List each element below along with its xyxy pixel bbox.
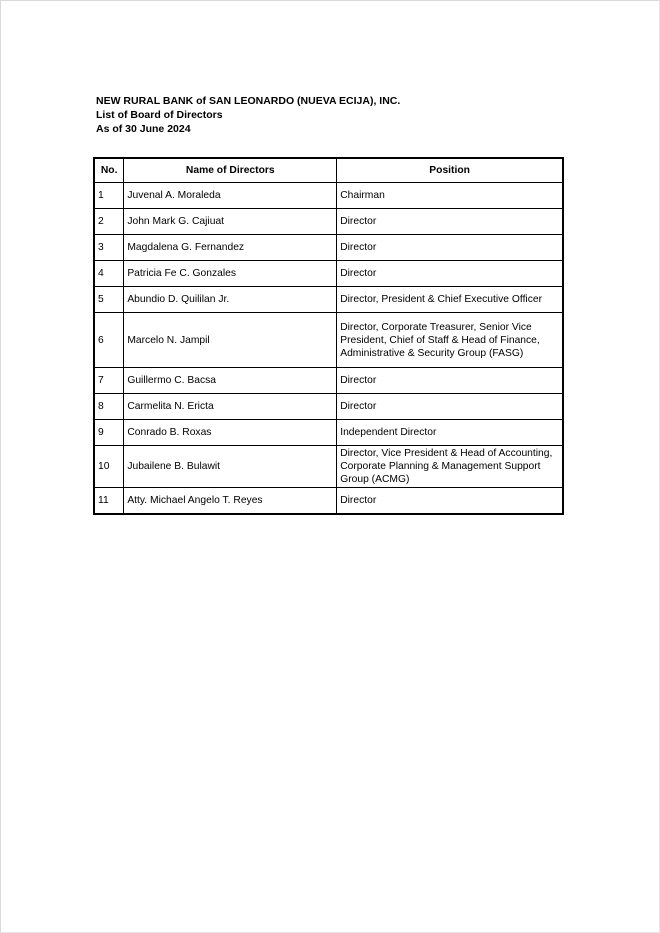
row-no: 7 — [94, 368, 124, 394]
row-no: 6 — [94, 313, 124, 368]
director-position: Director, President & Chief Executive Officer — [337, 287, 563, 313]
row-no: 4 — [94, 261, 124, 287]
table-row — [94, 287, 563, 313]
row-no: 11 — [94, 488, 124, 514]
director-position: Director, Vice President & Head of Accounting, Corporate Planning & Management Support Group (ACMG) — [337, 446, 563, 488]
directors-table — [93, 157, 564, 515]
director-name: Juvenal A. Moraleda — [124, 183, 337, 209]
company-name: NEW RURAL BANK of SAN LEONARDO (NUEVA ECIJA), INC. — [96, 95, 401, 107]
director-position: Independent Director — [337, 420, 563, 446]
row-no: 2 — [94, 209, 124, 235]
director-name: Guillermo C. Bacsa — [124, 368, 337, 394]
row-no: 1 — [94, 183, 124, 209]
row-no: 10 — [94, 446, 124, 488]
row-no: 8 — [94, 394, 124, 420]
row-no: 9 — [94, 420, 124, 446]
as-of-date: As of 30 June 2024 — [96, 123, 191, 135]
table-row — [94, 313, 563, 368]
director-position: Chairman — [337, 183, 563, 209]
director-position: Director — [337, 209, 563, 235]
document-title: List of Board of Directors — [96, 109, 223, 121]
director-position: Director — [337, 261, 563, 287]
director-position: Director — [337, 488, 563, 514]
director-position: Director — [337, 368, 563, 394]
table-row — [94, 394, 563, 420]
director-position: Director, Corporate Treasurer, Senior Vice President, Chief of Staff & Head of Finance, Administrative & Security Group (FASG) — [337, 313, 563, 368]
director-name: Atty. Michael Angelo T. Reyes — [124, 488, 337, 514]
table-row — [94, 368, 563, 394]
director-position: Director — [337, 394, 563, 420]
table-row — [94, 446, 563, 488]
table-row — [94, 488, 563, 514]
table-row — [94, 261, 563, 287]
director-name: Conrado B. Roxas — [124, 420, 337, 446]
director-name: Patricia Fe C. Gonzales — [124, 261, 337, 287]
table-row — [94, 209, 563, 235]
director-name: Carmelita N. Ericta — [124, 394, 337, 420]
director-name: John Mark G. Cajiuat — [124, 209, 337, 235]
document-header — [96, 94, 400, 136]
header-name: Name of Directors — [124, 158, 337, 183]
director-name: Abundio D. Quililan Jr. — [124, 287, 337, 313]
director-name: Jubailene B. Bulawit — [124, 446, 337, 488]
row-no: 3 — [94, 235, 124, 261]
table-row — [94, 420, 563, 446]
header-no: No. — [94, 158, 124, 183]
table-row — [94, 235, 563, 261]
director-name: Magdalena G. Fernandez — [124, 235, 337, 261]
table-row — [94, 183, 563, 209]
director-position: Director — [337, 235, 563, 261]
director-name: Marcelo N. Jampil — [124, 313, 337, 368]
table-header-row — [94, 158, 563, 183]
row-no: 5 — [94, 287, 124, 313]
header-position: Position — [337, 158, 563, 183]
